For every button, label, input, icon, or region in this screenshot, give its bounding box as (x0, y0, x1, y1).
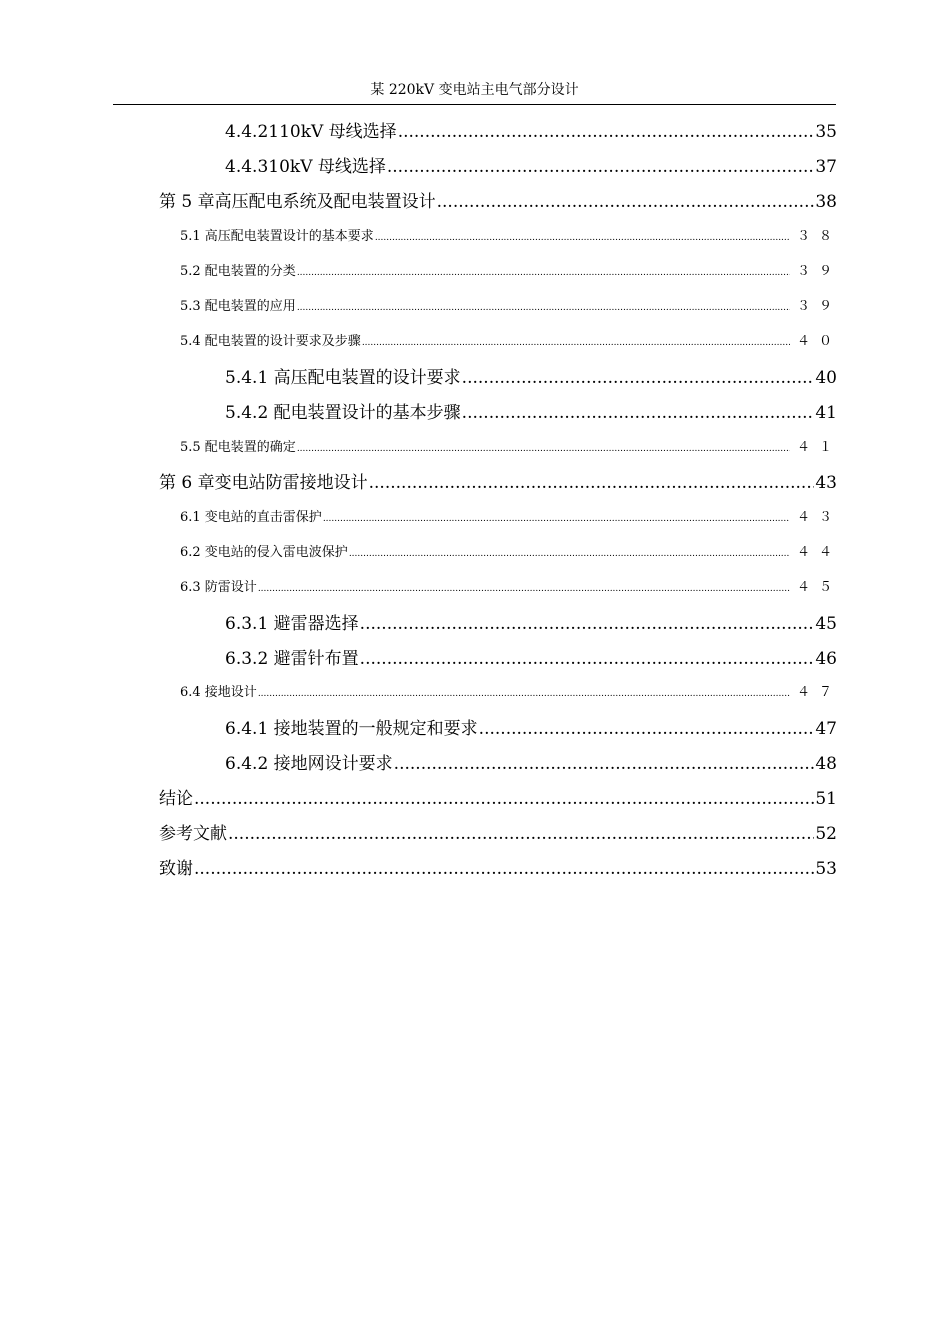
toc-entry-page: ３８ (796, 229, 841, 244)
toc-entry-page: ４７ (796, 685, 841, 700)
toc-entry-label: 6.4.1 接地装置的一般规定和要求 (225, 719, 478, 739)
toc-entry-page: 37 (815, 157, 837, 177)
toc-entry-label: 6.1 变电站的直击雷保护 (180, 510, 322, 525)
toc-entry[interactable] (180, 683, 841, 703)
toc-dot-leader (258, 579, 790, 599)
toc-entry-label: 4.4.310kV 母线选择 (225, 157, 386, 177)
toc-entry[interactable] (225, 612, 837, 636)
toc-entry-label: 致谢 (159, 859, 193, 879)
toc-entry-label: 5.2 配电装置的分类 (180, 264, 296, 279)
toc-entry-label: 第 5 章高压配电系统及配电装置设计 (159, 192, 436, 212)
toc-dot-leader (437, 190, 815, 214)
toc-entry-page: 52 (815, 824, 837, 844)
toc-entry[interactable] (180, 438, 841, 458)
toc-entry-page: 53 (815, 859, 837, 879)
toc-entry-page: 38 (815, 192, 837, 212)
toc-entry[interactable] (180, 332, 841, 352)
toc-entry-page: 48 (815, 754, 837, 774)
toc-dot-leader (479, 717, 815, 741)
toc-entry[interactable] (159, 190, 837, 214)
toc-entry[interactable] (225, 366, 837, 390)
toc-entry[interactable] (225, 647, 837, 671)
toc-entry[interactable] (180, 262, 841, 282)
toc-entry[interactable] (180, 543, 841, 563)
toc-entry-label: 6.3.1 避雷器选择 (225, 614, 359, 634)
toc-entry-page: ４３ (796, 510, 841, 525)
header-title: 某 220kV 变电站主电气部分设计 (370, 82, 579, 98)
toc-entry-page: 45 (815, 614, 837, 634)
toc-entry-page: 46 (815, 649, 837, 669)
toc-entry-page: 51 (815, 789, 837, 809)
toc-entry-page: ４５ (796, 580, 841, 595)
toc-entry-page: ４１ (796, 440, 841, 455)
toc-dot-leader (362, 333, 790, 353)
toc-entry-label: 5.4 配电装置的设计要求及步骤 (180, 334, 361, 349)
toc-dot-leader (462, 401, 815, 425)
toc-dot-leader (360, 647, 815, 671)
toc-entry-label: 4.4.2110kV 母线选择 (225, 122, 397, 142)
toc-entry-label: 5.5 配电装置的确定 (180, 440, 296, 455)
toc-entry-page: 41 (815, 403, 837, 423)
toc-entry-label: 5.4.1 高压配电装置的设计要求 (225, 368, 461, 388)
toc-dot-leader (360, 612, 815, 636)
toc-entry[interactable] (225, 717, 837, 741)
toc-dot-leader (375, 228, 790, 248)
toc-entry-page: 40 (815, 368, 837, 388)
toc-entry[interactable] (180, 227, 841, 247)
toc-entry[interactable] (159, 857, 837, 881)
toc-dot-leader (323, 509, 790, 529)
toc-entry-page: ４４ (796, 545, 841, 560)
toc-entry[interactable] (159, 471, 837, 495)
toc-entry-label: 第 6 章变电站防雷接地设计 (159, 473, 368, 493)
toc-entry[interactable] (159, 787, 837, 811)
toc-entry[interactable] (225, 752, 837, 776)
toc-entry-label: 6.4 接地设计 (180, 685, 257, 700)
toc-dot-leader (297, 439, 790, 459)
toc-entry-label: 6.2 变电站的侵入雷电波保护 (180, 545, 348, 560)
toc-entry[interactable] (225, 155, 837, 179)
toc-dot-leader (462, 366, 815, 390)
toc-dot-leader (228, 822, 814, 846)
toc-dot-leader (258, 684, 790, 704)
toc-entry-page: 47 (815, 719, 837, 739)
toc-entry[interactable] (180, 508, 841, 528)
toc-entry-page: 35 (815, 122, 837, 142)
toc-dot-leader (194, 787, 814, 811)
toc-dot-leader (387, 155, 814, 179)
toc-entry-page: ３９ (796, 299, 841, 314)
toc-entry-label: 6.3.2 避雷针布置 (225, 649, 359, 669)
toc-entry-label: 6.4.2 接地网设计要求 (225, 754, 393, 774)
toc-dot-leader (398, 120, 815, 144)
toc-entry-page: 43 (815, 473, 837, 493)
toc-entry-label: 参考文献 (159, 824, 227, 844)
toc-entry[interactable] (225, 401, 837, 425)
toc-entry-label: 6.3 防雷设计 (180, 580, 257, 595)
toc-entry[interactable] (225, 120, 837, 144)
toc-entry[interactable] (180, 297, 841, 317)
toc-dot-leader (349, 544, 790, 564)
toc-entry[interactable] (180, 578, 841, 598)
toc-entry[interactable] (159, 822, 837, 846)
toc-entry-label: 5.3 配电装置的应用 (180, 299, 296, 314)
toc-dot-leader (297, 298, 790, 318)
toc-entry-label: 5.1 高压配电装置设计的基本要求 (180, 229, 374, 244)
toc-entry-label: 5.4.2 配电装置设计的基本步骤 (225, 403, 461, 423)
toc-entry-page: ４０ (796, 334, 841, 349)
toc-dot-leader (369, 471, 815, 495)
toc-dot-leader (194, 857, 814, 881)
toc-entry-page: ３９ (796, 264, 841, 279)
toc-entry-label: 结论 (159, 789, 193, 809)
toc-dot-leader (297, 263, 790, 283)
toc-dot-leader (394, 752, 815, 776)
